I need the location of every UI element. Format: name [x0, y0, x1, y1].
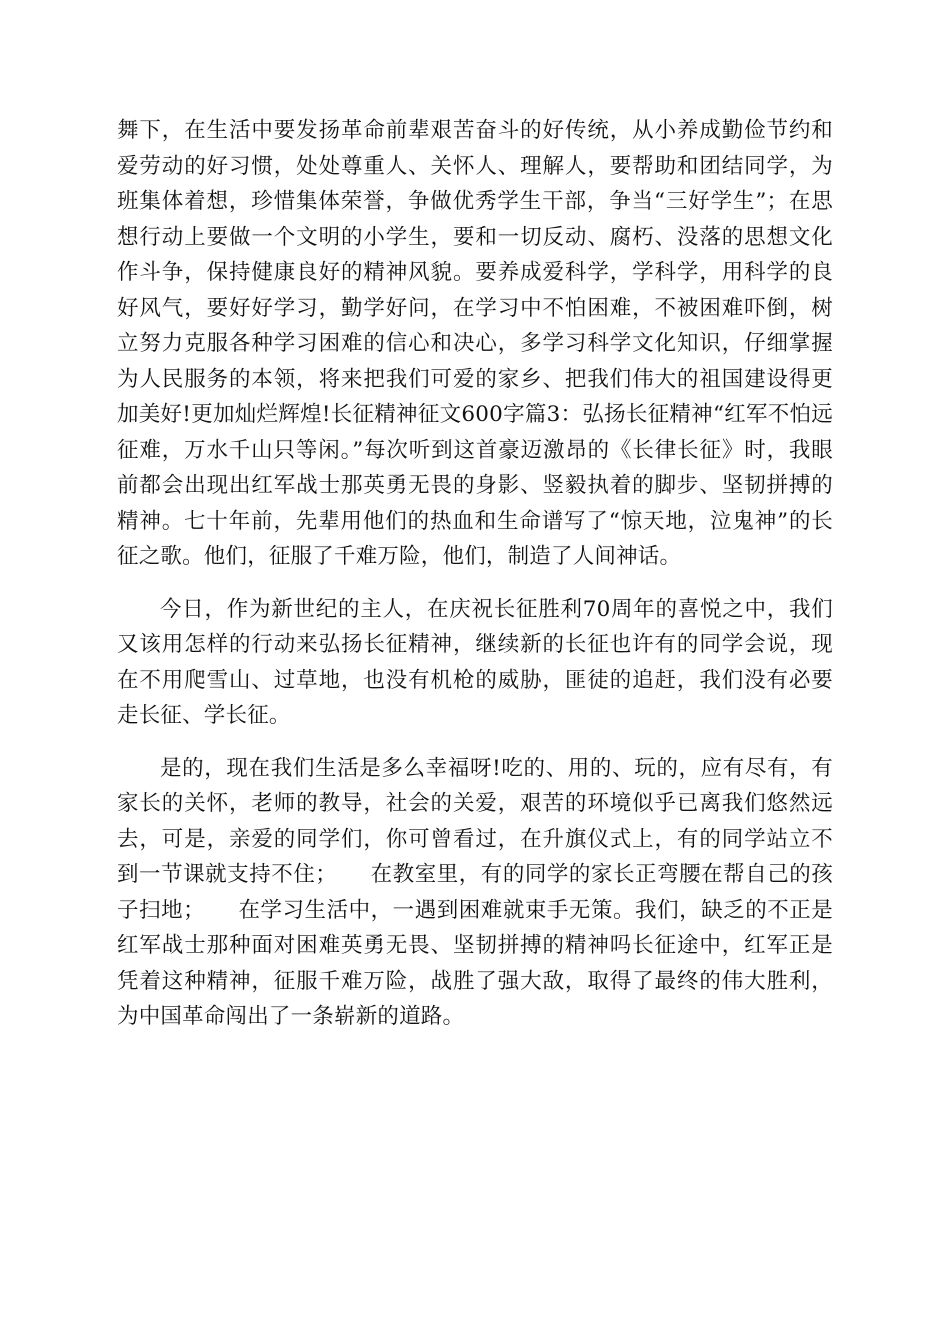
paragraph-3: 是的，现在我们生活是多么幸福呀!吃的、用的、玩的，应有尽有，有家长的关怀，老师的教导，社会的关爱，艰苦的环境似乎已离我们悠然远去，可是，亲爱的同学们，你可曾看过，在升旗仪式上，有的同学站立不到一节课就支持不住； 在教室里，有的同学的家长正弯腰在帮自己的孩子扫地； 在学习生活中，一遇到困难就束手无策。我们，缺乏的不正是红军战士那种面对困难英勇无畏、坚韧拼搏的精神吗长征途中，红军正是凭着这种精神，征服千难万险，战胜了强大敌，取得了最终的伟大胜利，为中国革命闯出了一条崭新的道路。 [117, 755, 833, 1029]
paragraph-2: 今日，作为新世纪的主人，在庆祝长征胜利70周年的喜悦之中，我们又该用怎样的行动来弘扬长征精神，继续新的长征也许有的同学会说，现在不用爬雪山、过草地，也没有机枪的威胁，匪徒的追赶，我们没有必要走长征、学长征。 [117, 596, 833, 728]
document-page [117, 113, 833, 1035]
paragraph-1: 舞下，在生活中要发扬革命前辈艰苦奋斗的好传统，从小养成勤俭节约和爱劳动的好习惯，处处尊重人、关怀人、理解人，要帮助和团结同学，为班集体着想，珍惜集体荣誉，争做优秀学生干部，争当“三好学生”；在思想行动上要做一个文明的小学生，要和一切反动、腐朽、没落的思想文化作斗争，保持健康良好的精神风貌。要养成爱科学，学科学，用科学的良好风气，要好好学习，勤学好问，在学习中不怕困难，不被困难吓倒，树立努力克服各种学习困难的信心和决心，多学习科学文化知识，仔细掌握为人民服务的本领，将来把我们可爱的家乡、把我们伟大的祖国建设得更加美好!更加灿烂辉煌!长征精神征文600字篇3：弘扬长征精神“红军不怕远征难，万水千山只等闲。”每次听到这首豪迈激昂的《长律长征》时，我眼前都会出现出红军战士那英勇无畏的身影、竖毅执着的脚步、坚韧拼搏的精神。七十年前，先辈用他们的热血和生命谱写了“惊天地，泣鬼神”的长征之歌。他们，征服了千难万险，他们，制造了人间神话。 [117, 118, 833, 569]
